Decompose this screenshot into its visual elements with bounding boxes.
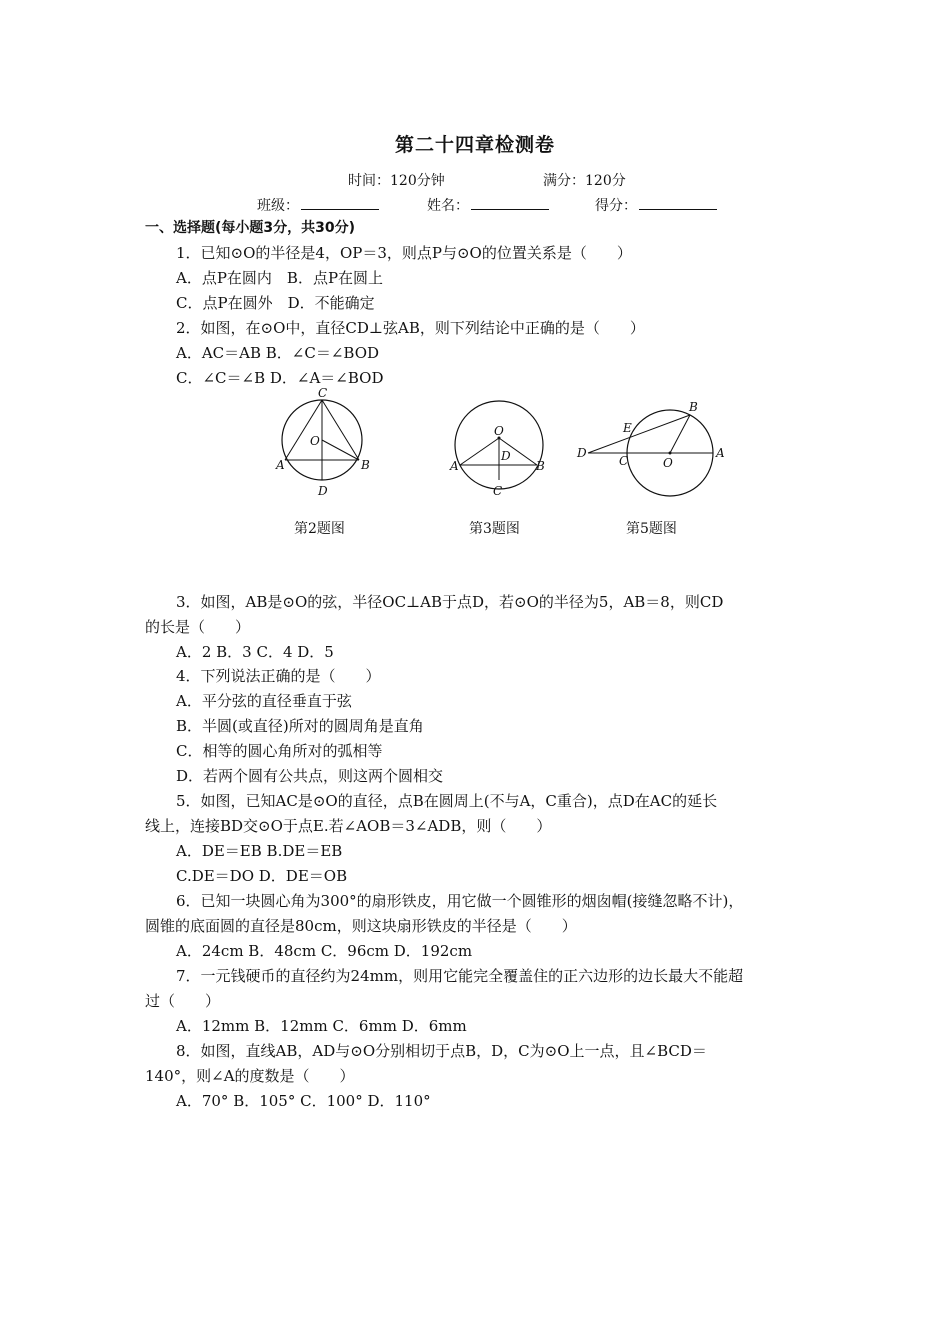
fig3-label-o: O: [494, 424, 504, 438]
q2-stem: 2．如图，在⊙O中，直径CD⊥弦AB，则下列结论中正确的是（ ）: [176, 319, 645, 337]
q7-stem-1: 7．一元钱硬币的直径约为24mm，则用它能完全覆盖住的正六边形的边长最大不能超: [176, 967, 744, 985]
name-field[interactable]: [427, 195, 549, 215]
fig5-label-d: D: [577, 446, 587, 460]
fig5-label-o: O: [663, 456, 673, 470]
fig3-label-d: D: [501, 449, 511, 463]
time-label: 时间：120分钟: [348, 173, 445, 189]
name-blank[interactable]: [471, 195, 549, 210]
q4-option-a: A．平分弦的直径垂直于弦: [176, 692, 352, 710]
q8-stem-1: 8．如图，直线AB，AD与⊙O分别相切于点B，D，C为⊙O上一点，且∠BCD＝: [176, 1042, 707, 1060]
figure-5: [576, 400, 725, 496]
fig5-label-a: A: [716, 446, 725, 460]
fig2-label-d: D: [318, 484, 328, 498]
fig2-label-o: O: [310, 434, 320, 448]
name-label: 姓名：: [427, 198, 469, 214]
score-blank[interactable]: [639, 195, 717, 210]
fig2-caption: 第2题图: [294, 521, 345, 537]
q3-stem-1: 3．如图，AB是⊙O的弦，半径OC⊥AB于点D，若⊙O的半径为5，AB＝8，则CD: [176, 593, 724, 611]
q5-options-ab: A．DE＝EB B.DE＝EB: [176, 842, 343, 860]
q8-options: A．70° B．105° C．100° D．110°: [176, 1092, 431, 1110]
q5-stem-2: 线上，连接BD交⊙O于点E.若∠AOB＝3∠ADB，则（ ）: [145, 817, 552, 835]
fig5-label-e: E: [623, 421, 632, 435]
fig2-line-cb: [322, 400, 359, 460]
class-field[interactable]: [257, 195, 379, 215]
fig5-caption: 第5题图: [626, 521, 677, 537]
q6-options: A．24cm B．48cm C．96cm D．192cm: [176, 942, 473, 960]
q6-stem-2: 圆锥的底面圆的直径是80cm，则这块扇形铁皮的半径是（ ）: [145, 917, 577, 935]
fig2-line-ca: [285, 400, 322, 460]
fig2-line-ob: [322, 440, 359, 460]
q1-options-ab: A．点P在圆内 B．点P在圆上: [176, 269, 384, 287]
fig5-line-ob: [670, 415, 690, 453]
q1-options-cd: C．点P在圆外 D．不能确定: [176, 294, 375, 312]
q4-option-d: D．若两个圆有公共点，则这两个圆相交: [176, 767, 444, 785]
fig5-center-dot: [669, 452, 672, 455]
fig5-line-db: [588, 415, 690, 453]
fig3-label-a: A: [450, 459, 459, 473]
fig3-caption: 第3题图: [469, 521, 520, 537]
q7-stem-2: 过（ ）: [145, 992, 221, 1010]
q3-options: A．2 B．3 C．4 D．5: [176, 643, 334, 661]
class-label: 班级：: [257, 198, 299, 214]
q4-option-b: B．半圆(或直径)所对的圆周角是直角: [176, 717, 424, 735]
q1-stem: 1．已知⊙O的半径是4，OP＝3，则点P与⊙O的位置关系是（ ）: [176, 244, 632, 262]
q6-stem-1: 6．已知一块圆心角为300°的扇形铁皮，用它做一个圆锥形的烟囱帽(接缝忽略不计)，: [176, 892, 744, 910]
fig3-line-oa: [460, 438, 499, 465]
fig3-label-c: C: [493, 484, 503, 498]
q5-options-cd: C.DE＝DO D．DE＝OB: [176, 867, 348, 885]
q7-options: A．12mm B．12mm C．6mm D．6mm: [176, 1017, 467, 1035]
q3-stem-2: 的长是（ ）: [145, 618, 251, 636]
fig2-label-b: B: [361, 458, 370, 472]
figure-2: [275, 386, 370, 498]
full-score-label: 满分：120分: [543, 173, 626, 189]
page-title: 第二十四章检测卷: [394, 134, 555, 156]
q2-options-ab: A．AC＝AB B．∠C＝∠BOD: [176, 344, 380, 362]
fig3-label-b: B: [536, 459, 545, 473]
fig5-label-c: C: [619, 454, 629, 468]
q5-stem-1: 5．如图，已知AC是⊙O的直径，点B在圆周上(不与A，C重合)，点D在AC的延长: [176, 792, 718, 810]
q4-option-c: C．相等的圆心角所对的弧相等: [176, 742, 383, 760]
fig5-label-b: B: [689, 400, 698, 414]
q4-stem: 4．下列说法正确的是（ ）: [176, 667, 381, 685]
section-heading: 一、选择题(每小题3分，共30分): [145, 220, 356, 236]
score-field[interactable]: [595, 195, 717, 215]
q2-options-cd: C．∠C＝∠B D．∠A＝∠BOD: [176, 369, 384, 387]
figure-3: [449, 401, 545, 498]
q8-stem-2: 140°，则∠A的度数是（ ）: [145, 1067, 355, 1085]
fig2-label-c: C: [318, 386, 328, 400]
score-label: 得分：: [595, 198, 637, 214]
fig2-label-a: A: [276, 458, 285, 472]
class-blank[interactable]: [301, 195, 379, 210]
